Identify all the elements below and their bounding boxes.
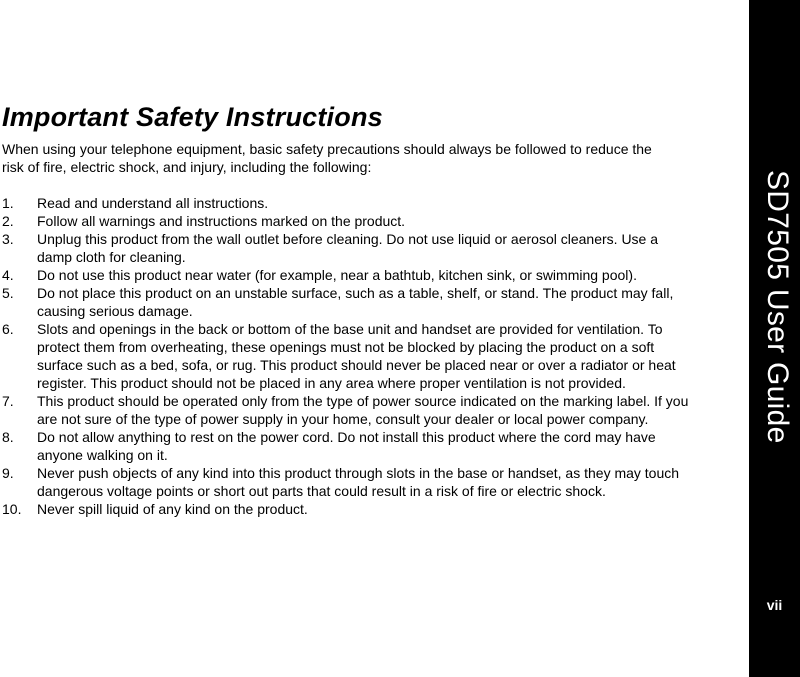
item-text: This product should be operated only from the type of power source indicated on the marking label. If you are not sure of the type of power supply in your home, consult your dealer or local power company. xyxy=(37,393,689,427)
list-item xyxy=(2,230,692,266)
item-text: Never spill liquid of any kind on the product. xyxy=(37,501,308,517)
page-title: Important Safety Instructions xyxy=(2,102,383,132)
list-item xyxy=(2,212,692,230)
item-text: Follow all warnings and instructions marked on the product. xyxy=(37,213,406,229)
item-number: 8. xyxy=(2,429,14,445)
list-item xyxy=(2,500,692,518)
item-number: 4. xyxy=(2,267,14,283)
list-item xyxy=(2,464,692,500)
guide-title: SD7505 User Guide xyxy=(761,170,794,444)
safety-instructions-list xyxy=(2,194,692,518)
list-item xyxy=(2,266,692,284)
list-item xyxy=(2,284,692,320)
item-text: Do not place this product on an unstable surface, such as a table, shelf, or stand. The product may fall, causing serious damage. xyxy=(37,285,674,319)
item-text: Unplug this product from the wall outlet before cleaning. Do not use liquid or aerosol cleaners. Use a damp cloth for cleaning. xyxy=(37,231,659,265)
item-number: 1. xyxy=(2,195,14,211)
item-text: Slots and openings in the back or bottom of the base unit and handset are provided for ventilation. To protect them from overheating, these openings must not be blocked by placing the product on a soft surface such as a bed, sofa, or rug. This product should never be placed near or over a radiator or heat register. This product should not be placed in any area where proper ventilation is not provided. xyxy=(37,321,676,391)
list-item xyxy=(2,428,692,464)
item-number: 9. xyxy=(2,465,14,481)
item-number: 7. xyxy=(2,393,14,409)
intro-paragraph: When using your telephone equipment, basic safety precautions should always be followed to reduce the risk of fire, electric shock, and injury, including the following: xyxy=(2,141,652,175)
item-number: 3. xyxy=(2,231,14,247)
item-text: Read and understand all instructions. xyxy=(37,195,269,211)
list-item xyxy=(2,320,692,392)
item-number: 6. xyxy=(2,321,14,337)
page-number: vii xyxy=(766,597,783,613)
item-text: Do not use this product near water (for example, near a bathtub, kitchen sink, or swimming pool). xyxy=(37,267,637,283)
item-number: 10. xyxy=(2,501,22,517)
page-content xyxy=(2,100,692,518)
item-text: Do not allow anything to rest on the power cord. Do not install this product where the cord may have anyone walking on it. xyxy=(37,429,656,463)
list-item xyxy=(2,194,692,212)
item-text: Never push objects of any kind into this product through slots in the base or handset, as they may touch dangerous voltage points or short out parts that could result in a risk of fire or electric shock. xyxy=(37,465,680,499)
item-number: 5. xyxy=(2,285,14,301)
list-item xyxy=(2,392,692,428)
item-number: 2. xyxy=(2,213,14,229)
